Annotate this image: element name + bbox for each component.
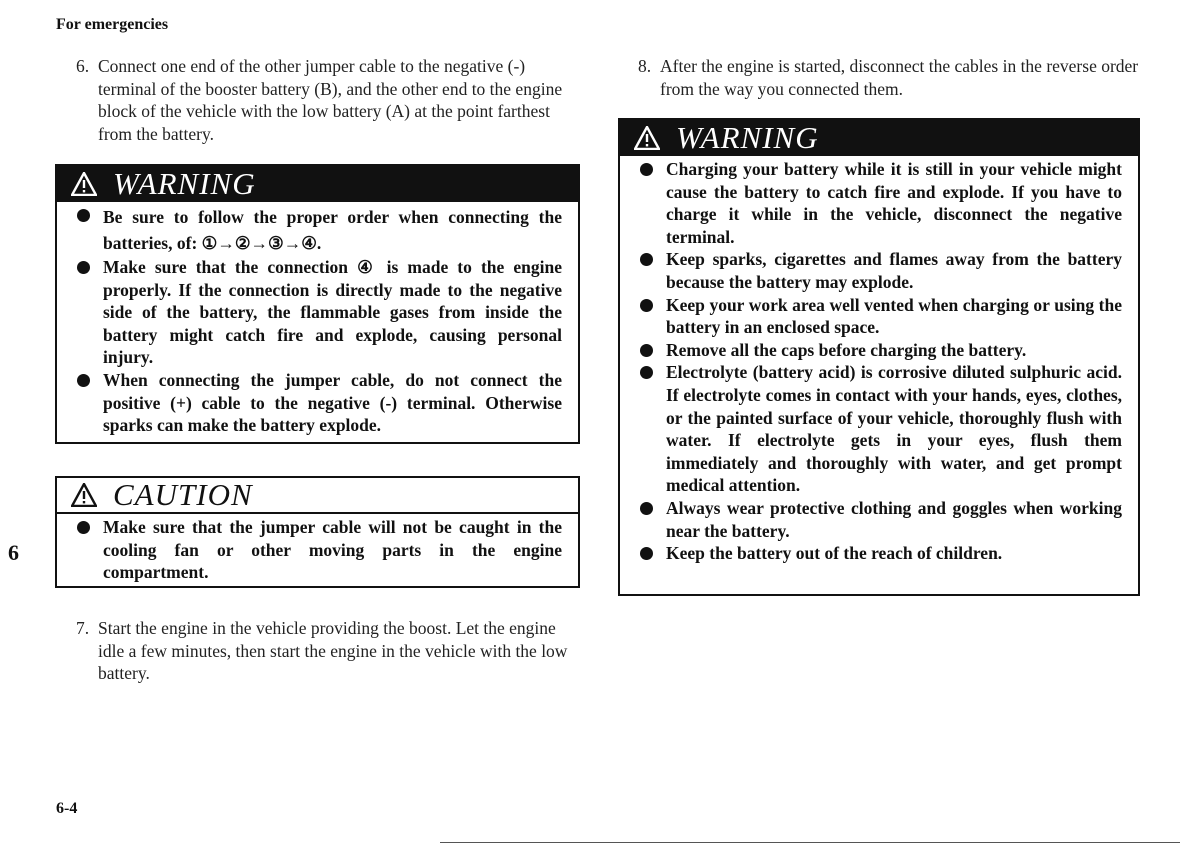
bullet-icon [640, 299, 653, 312]
step-number: 8. [638, 56, 652, 76]
step-text: Connect one end of the other jumper cable to the negative (-) terminal of the booster battery (B), and the other end to the engine block of the vehicle with the low battery (A) at the point farthest from the battery. [98, 56, 563, 144]
warning-item: Make sure that the connection ④ is made to the engine properly. If the connection is directly made to the negative side of the battery, the flammable gases from inside the battery might catch fire and explode, causing personal injury. [77, 256, 562, 369]
bullet-icon [640, 502, 653, 515]
bullet-icon [77, 261, 90, 274]
warning-box-right [618, 118, 1140, 596]
warning-item: Keep the battery out of the reach of children. [640, 542, 1122, 565]
step-text: Start the engine in the vehicle providing the boost. Let the engine idle a few minutes, then start the engine in the vehicle with the low battery. [98, 618, 568, 683]
step-6 [76, 55, 578, 145]
warning-item: When connecting the jumper cable, do not connect the positive (+) cable to the negative (-) terminal. Otherwise sparks can make the battery explode. [77, 369, 562, 437]
step-number: 6. [76, 56, 90, 76]
caution-item: Make sure that the jumper cable will not be caught in the cooling fan or other moving parts in the engine compartment. [77, 516, 562, 584]
warning-title: WARNING [113, 166, 256, 201]
caution-triangle-icon [71, 483, 97, 507]
bullet-icon [640, 366, 653, 379]
caution-box [55, 476, 580, 588]
bullet-icon [640, 253, 653, 266]
warning-item: Keep your work area well vented when charging or using the battery in an enclosed space. [640, 294, 1122, 339]
warning-title: WARNING [676, 120, 819, 155]
warning-item: Always wear protective clothing and goggles when working near the battery. [640, 497, 1122, 542]
caution-title: CAUTION [113, 477, 253, 512]
warning-item: Remove all the caps before charging the battery. [640, 339, 1122, 362]
warning-item: Charging your battery while it is still in your vehicle might cause the battery to catch fire and explode. If you have to charge it while in the vehicle, disconnect the negative terminal. [640, 158, 1122, 248]
warning-title-bar [57, 166, 578, 202]
step-number: 7. [76, 618, 90, 638]
caution-title-bar [57, 478, 578, 514]
bullet-icon [77, 209, 90, 222]
warning-box-left [55, 164, 580, 444]
bullet-icon [640, 163, 653, 176]
step-8 [638, 55, 1140, 100]
page-number: 6-4 [56, 800, 78, 817]
bullet-icon [77, 521, 90, 534]
bullet-icon [640, 547, 653, 560]
step-text: After the engine is started, disconnect the cables in the reverse order from the way you connected them. [660, 56, 1139, 99]
warning-title-bar [620, 120, 1138, 156]
section-header: For emergencies [56, 16, 169, 33]
step-7 [76, 617, 578, 685]
chapter-tab-number: 6 [8, 540, 19, 565]
bullet-icon [77, 374, 90, 387]
warning-item: Keep sparks, cigarettes and flames away from the battery because the battery may explode. [640, 248, 1122, 293]
warning-item: Be sure to follow the proper order when connecting the batteries, of: ①→②→③→④. [77, 204, 562, 256]
bottom-rule [440, 842, 1180, 843]
warning-triangle-icon [634, 126, 660, 150]
warning-item: Electrolyte (battery acid) is corrosive diluted sulphuric acid. If electrolyte comes in contact with your hands, eyes, clothes, or the painted surface of your vehicle, thoroughly flush with water. If electrolyte gets in your eyes, flush them immediately and thoroughly with water, and get prompt medical attention. [640, 361, 1122, 497]
bullet-icon [640, 344, 653, 357]
warning-triangle-icon [71, 172, 97, 196]
